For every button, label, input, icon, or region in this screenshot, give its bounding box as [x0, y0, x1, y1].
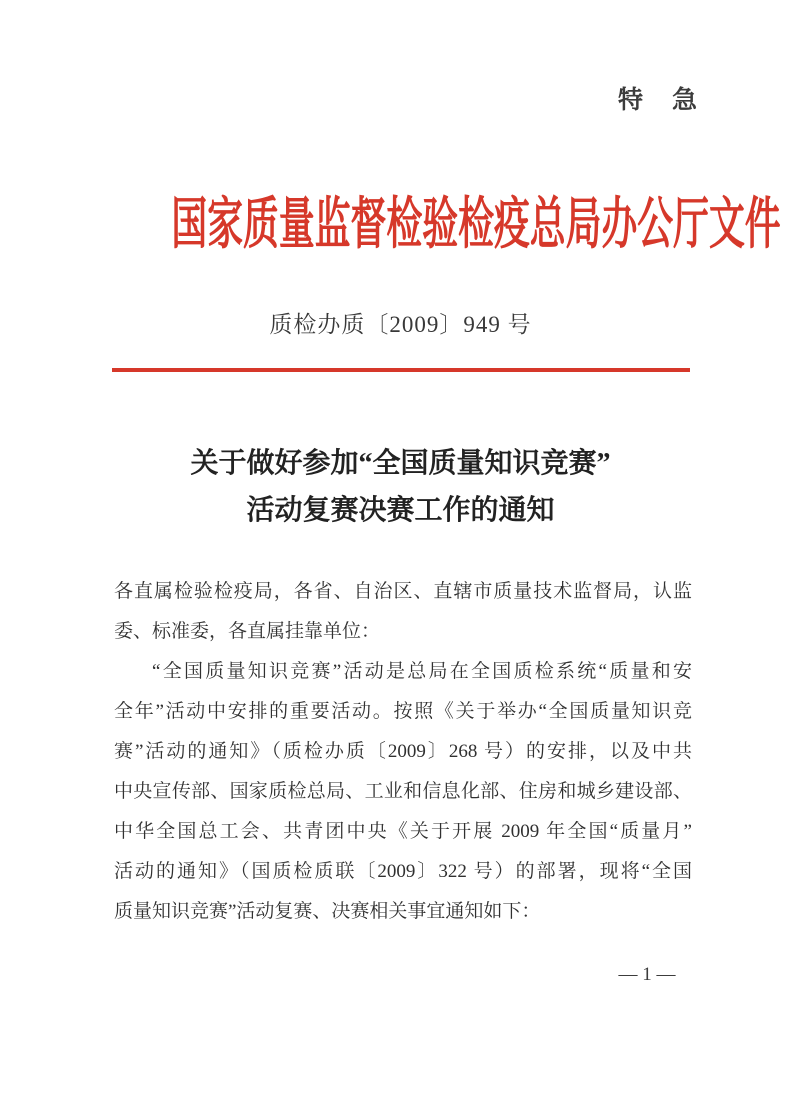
document-title-line-2: 活动复赛决赛工作的通知 [246, 495, 555, 526]
urgency-label: 特 急 [618, 87, 700, 114]
agency-letterhead-text: 国家质量监督检验检疫总局办公厅文件 [171, 194, 781, 256]
body-line: 全年”活动中安排的重要活动。按照《关于举办“全国质量知识竞 [114, 701, 692, 722]
page-number: — 1 — [618, 964, 676, 985]
body-line: 质量知识竞赛”活动复赛、决赛相关事宜通知如下： [114, 901, 541, 922]
document-number: 质检办质〔2009〕949 号 [269, 312, 532, 337]
body-line: 中华全国总工会、共青团中央《关于开展 2009 年全国“质量月” [114, 821, 692, 842]
document-title-line-1: 关于做好参加“全国质量知识竞赛” [190, 448, 611, 479]
body-line: 赛”活动的通知》（质检办质〔2009〕268 号）的安排，以及中共 [114, 741, 692, 762]
body-line: “全国质量知识竞赛”活动是总局在全国质检系统“质量和安 [152, 661, 692, 682]
body-line: 活动的通知》（国质检质联〔2009〕322 号）的部署，现将“全国 [114, 861, 692, 882]
agency-letterhead [0, 193, 801, 271]
document-body [114, 572, 692, 932]
body-line: 各直属检验检疫局，各省、自治区、直辖市质量技术监督局，认监 [114, 581, 692, 602]
body-line: 中央宣传部、国家质检总局、工业和信息化部、住房和城乡建设部、 [114, 781, 692, 802]
red-separator-line [112, 368, 690, 372]
document-title [0, 440, 801, 534]
body-line: 委、标准委，各直属挂靠单位： [114, 621, 381, 642]
